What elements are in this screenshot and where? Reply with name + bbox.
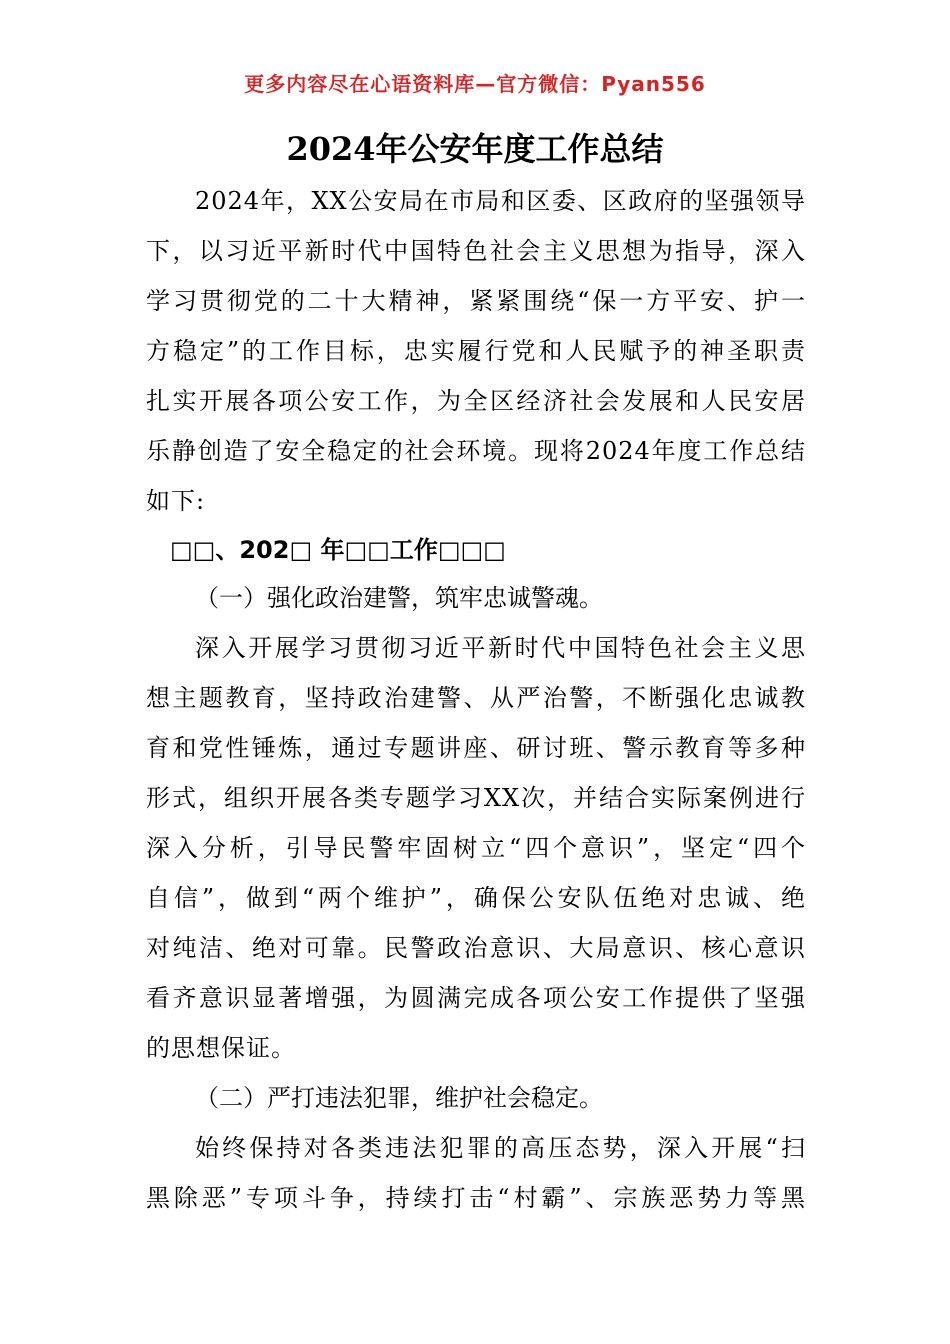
text-line: 想主题教育，坚持政治建警、从严治警，不断强化忠诚教 <box>146 684 806 712</box>
text-line: 形式，组织开展各类专题学习XX次，并结合实际案例进行 <box>146 784 806 812</box>
text-line: 看齐意识显著增强，为圆满完成各项公安工作提供了坚强 <box>146 984 806 1012</box>
text-line: 扎实开展各项公安工作，为全区经济社会发展和人民安居 <box>146 387 806 415</box>
text-line: 2024年，XX公安局在市局和区委、区政府的坚强领导 <box>195 187 806 215</box>
page-title: 2024年公安年度工作总结 <box>286 130 664 168</box>
subsection-1-paragraph <box>146 623 806 1073</box>
subsection-heading-2: （二）严打违法犯罪，维护社会稳定。 <box>195 1084 603 1112</box>
section-heading: □□、202□ 年□□工作□□□ <box>170 536 506 564</box>
text-line: 黑除恶”专项斗争，持续打击“村霸”、宗族恶势力等黑 <box>146 1184 806 1212</box>
text-line: 对纯洁、绝对可靠。民警政治意识、大局意识、核心意识 <box>146 934 806 962</box>
text-line: 学习贯彻党的二十大精神，紧紧围绕“保一方平安、护一 <box>146 287 806 315</box>
text-line: 如下: <box>146 487 206 515</box>
text-line: 的思想保证。 <box>146 1034 296 1062</box>
text-line: 自信”，做到“两个维护”，确保公安队伍绝对忠诚、绝 <box>146 884 806 912</box>
text-line: 育和党性锤炼，通过专题讲座、研讨班、警示教育等多种 <box>146 734 806 762</box>
text-line: 下，以习近平新时代中国特色社会主义思想为指导，深入 <box>146 237 806 265</box>
subsection-heading-1: （一）强化政治建警，筑牢忠诚警魂。 <box>195 584 603 612</box>
intro-paragraph <box>146 176 806 526</box>
subsection-2-paragraph <box>146 1123 806 1223</box>
watermark-banner: 更多内容尽在心语资料库—官方微信：Pyan556 <box>244 72 706 96</box>
text-line: 深入分析，引导民警牢固树立“四个意识”，坚定“四个 <box>146 834 806 862</box>
text-line: 方稳定”的工作目标，忠实履行党和人民赋予的神圣职责 <box>146 337 806 365</box>
text-line: 深入开展学习贯彻习近平新时代中国特色社会主义思 <box>195 634 806 662</box>
text-line: 乐静创造了安全稳定的社会环境。现将2024年度工作总结 <box>146 437 806 465</box>
text-line: 始终保持对各类违法犯罪的高压态势，深入开展“扫 <box>195 1134 806 1162</box>
